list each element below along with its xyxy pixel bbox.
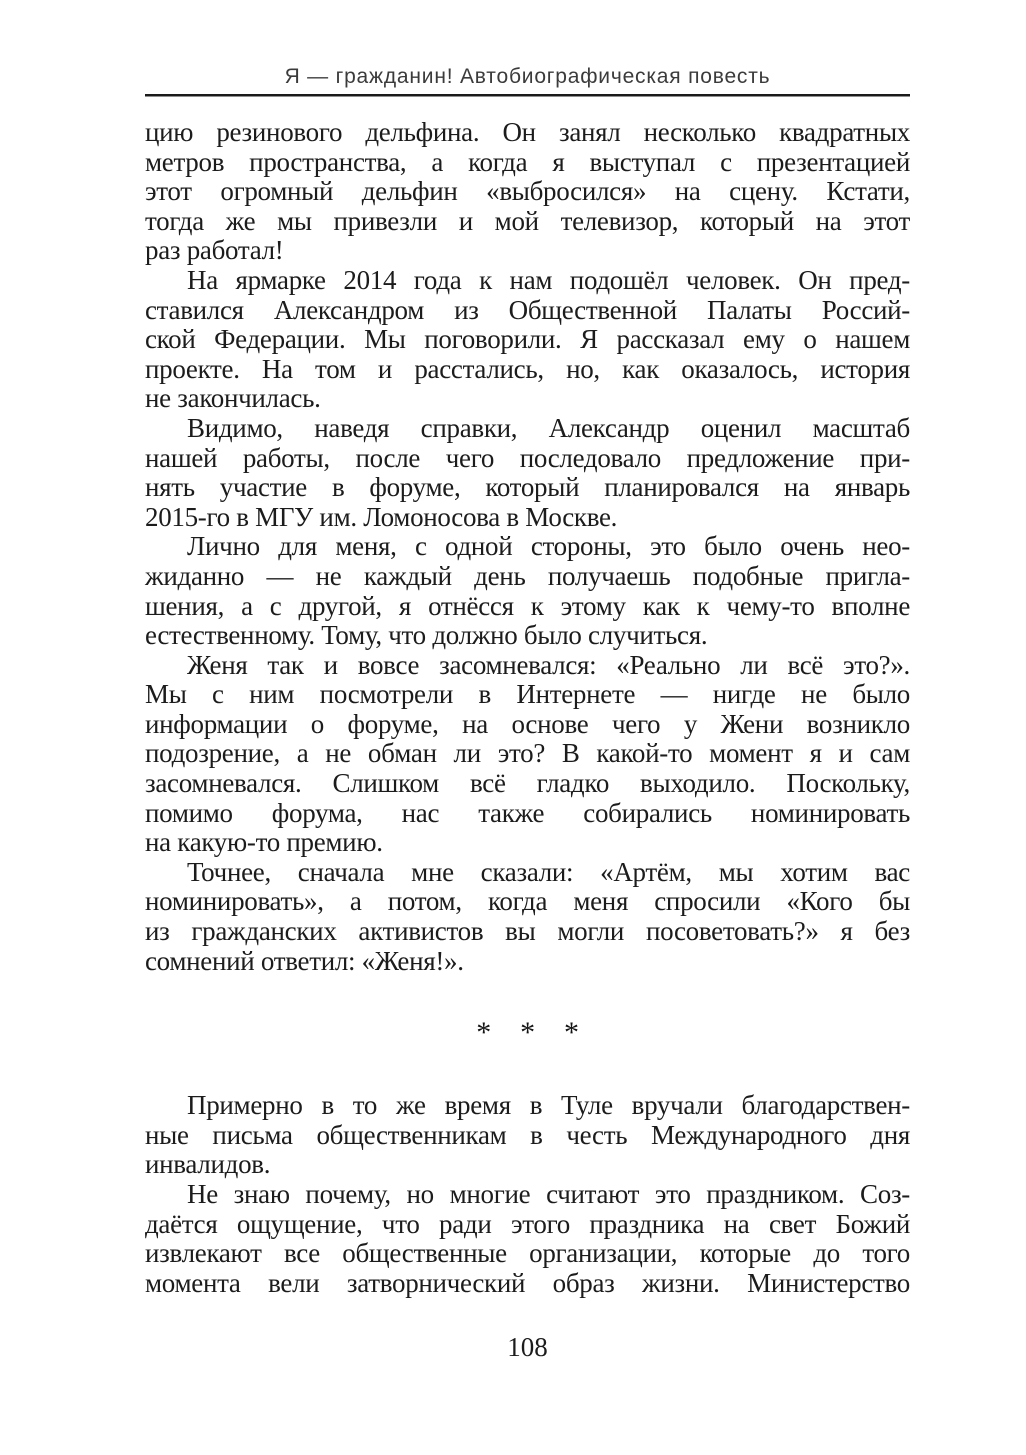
paragraph (145, 651, 910, 858)
text-line: момента вели затворнический образ жизни. Министерство (145, 1267, 910, 1298)
header-rule-divider (145, 94, 910, 97)
text-line: тогда же мы привезли и мой телевизор, который на этот (145, 205, 910, 236)
text-line: Мы с ним посмотрели в Интернете — нигде не было (145, 679, 910, 710)
paragraph (145, 266, 910, 414)
paragraph (145, 532, 910, 650)
text-line: номинировать», а потом, когда меня спросили «Кого бы (145, 886, 910, 917)
text-line: ные письма общественникам в честь Международного дня (145, 1119, 910, 1150)
text-line: инвалидов. (145, 1149, 271, 1180)
text-line: Лично для меня, с одной стороны, это было очень нео- (187, 531, 910, 562)
running-header-title: Я — гражданин! Автобиографическая повесть (284, 65, 771, 88)
text-line: из гражданских активистов вы могли посоветовать?» я без (145, 916, 910, 947)
text-line: 2015-го в МГУ им. Ломоносова в Москве. (145, 501, 618, 532)
paragraph (145, 858, 910, 976)
paragraph (145, 1180, 910, 1298)
text-line: естественному. Тому, что должно было случиться. (145, 620, 708, 651)
text-line: Точнее, сначала мне сказали: «Артём, мы хотим вас (187, 856, 910, 887)
text-line: шения, а с другой, я отнёсся к этому как к чему-то вполне (145, 590, 910, 621)
page-number: 108 (507, 1332, 548, 1363)
section-separator: * * * (476, 1016, 579, 1050)
paragraph (145, 1091, 910, 1180)
text-line: цию резинового дельфина. Он занял несколько квадратных (145, 117, 910, 147)
text-line: проекте. На том и расстались, но, как оказалось, история (145, 353, 910, 384)
text-line: засомневался. Слишком всё гладко выходило. Поскольку, (145, 768, 910, 799)
text-line: на какую-то премию. (145, 827, 383, 858)
text-line: Не знаю почему, но многие считают это праздником. Соз- (187, 1179, 910, 1209)
paragraph (145, 118, 910, 266)
paragraph (145, 414, 910, 532)
text-line: подозрение, а не обман ли это? В какой-то момент я и сам (145, 738, 910, 769)
text-line: сомнений ответил: «Женя!». (145, 945, 464, 976)
text-line: нашей работы, после чего последовало предложение при- (145, 442, 910, 473)
text-line: ской Федерации. Мы поговорили. Я рассказал ему о нашем (145, 324, 910, 355)
text-line: метров пространства, а когда я выступал с презентацией (145, 146, 910, 177)
text-line: Видимо, наведя справки, Александр оценил масштаб (187, 412, 910, 443)
text-line: На ярмарке 2014 года к нам подошёл человек. Он пред- (187, 264, 910, 295)
text-line: не закончилась. (145, 383, 321, 414)
text-line: информации о форуме, на основе чего у Жени возникло (145, 708, 910, 739)
text-line: помимо форума, нас также собирались номинировать (145, 797, 910, 828)
body-text (145, 118, 910, 1298)
text-line: извлекают все общественные организации, которые до того (145, 1238, 910, 1269)
text-line: Примерно в то же время в Туле вручали благодарствен- (187, 1090, 910, 1121)
text-line: раз работал! (145, 235, 284, 266)
text-line: этот огромный дельфин «выбросился» на сцену. Кстати, (145, 176, 910, 207)
running-header (145, 0, 910, 88)
text-line: ставился Александром из Общественной Палаты Россий- (145, 294, 910, 325)
text-line: Женя так и вовсе засомневался: «Реально ли всё это?». (187, 649, 910, 680)
text-line: жиданно — не каждый день получаешь подобные пригла- (145, 560, 910, 591)
text-line: даётся ощущение, что ради этого праздника на свет Божий (145, 1208, 910, 1239)
text-line: нять участие в форуме, который планировался на январь (145, 472, 910, 503)
